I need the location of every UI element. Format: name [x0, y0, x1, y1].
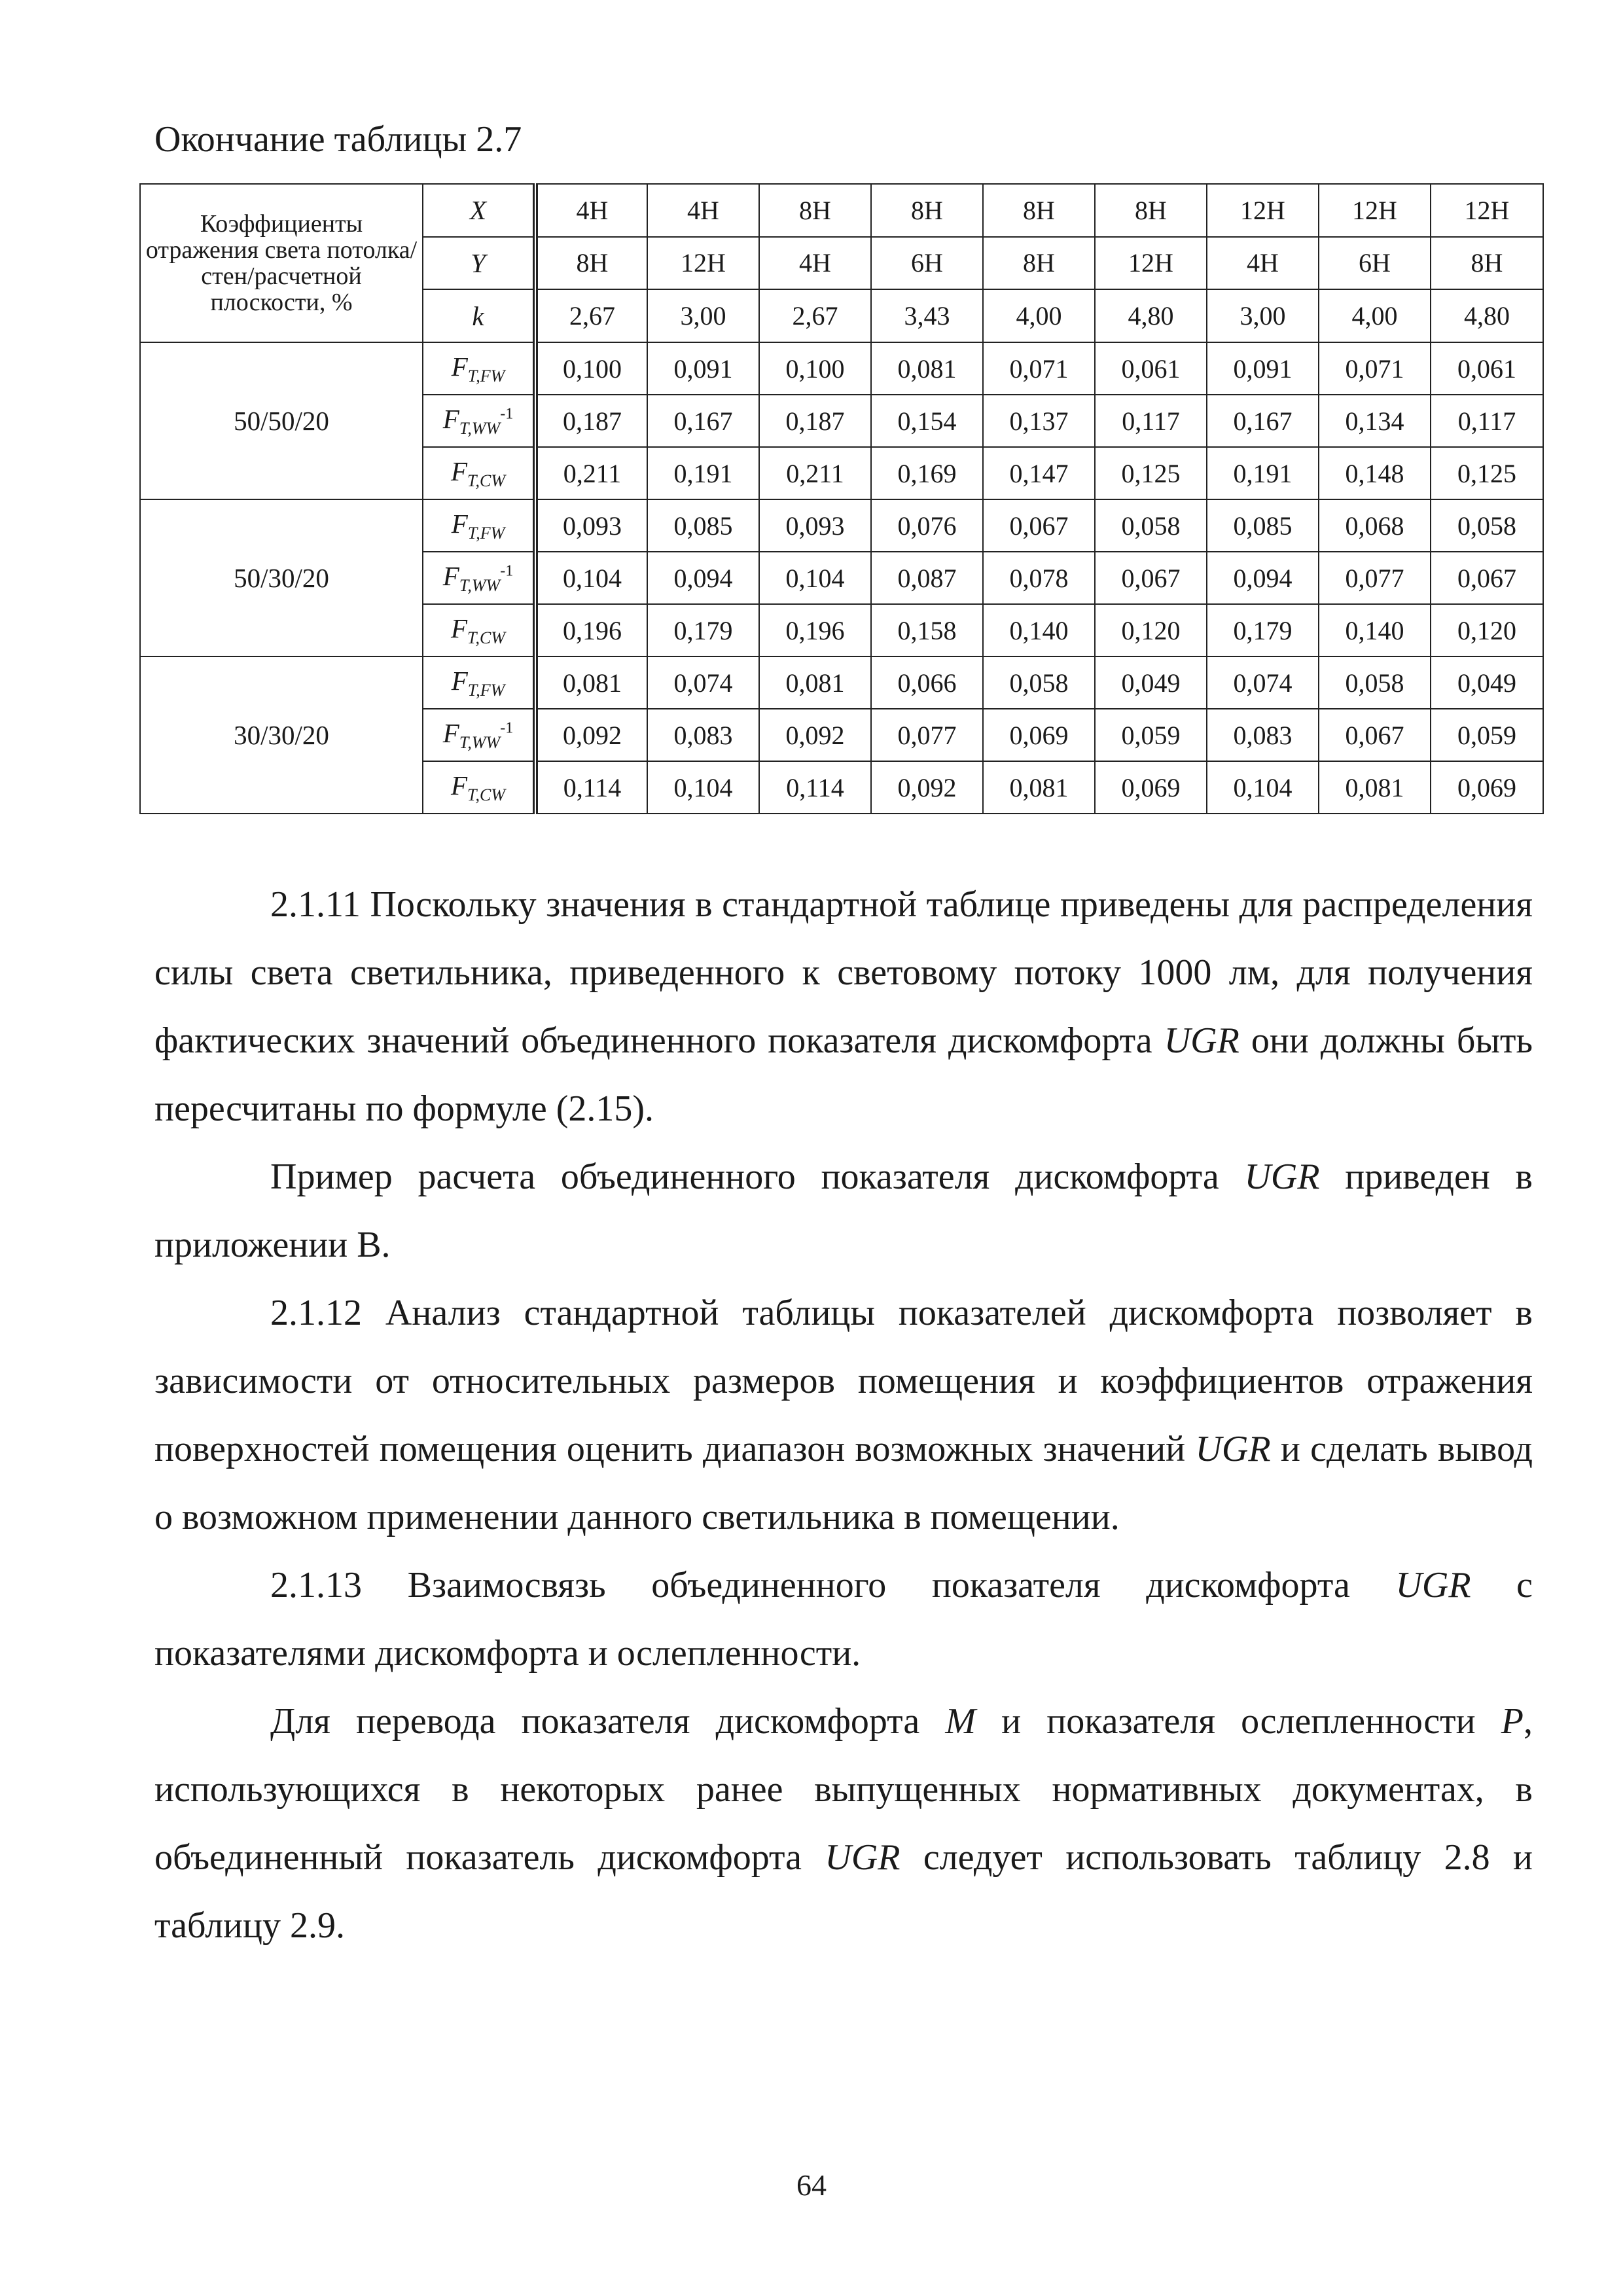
row-label-ww: $F_{T,WW}^{-1}$ — [423, 709, 535, 761]
value-cell: 0,094 — [1207, 552, 1319, 604]
header-cell: 4,80 — [1095, 289, 1207, 342]
value-cell: 0,114 — [759, 761, 871, 814]
header-row-x — [140, 184, 1543, 237]
value-cell: 0,191 — [1207, 447, 1319, 499]
value-cell: 0,117 — [1095, 395, 1207, 447]
value-cell: 0,071 — [983, 342, 1095, 395]
value-cell: 0,169 — [871, 447, 983, 499]
header-cell: 3,00 — [647, 289, 759, 342]
value-cell: 0,061 — [1095, 342, 1207, 395]
value-cell: 0,081 — [871, 342, 983, 395]
row-label-cw: $F_{T,CW}$ — [423, 604, 535, 656]
header-cell: 12H — [1207, 184, 1319, 237]
row-label-ww: $F_{T,WW}^{-1}$ — [423, 552, 535, 604]
value-cell: 0,140 — [983, 604, 1095, 656]
value-cell: 0,092 — [759, 709, 871, 761]
value-cell: 0,068 — [1319, 499, 1431, 552]
value-cell: 0,083 — [647, 709, 759, 761]
paragraph-conversion: Для перевода показателя дискомфорта M и показателя ослепленности P, использующихся в некоторых ранее выпущенных нормативных документах, в объединенный показатель дискомфорта UGR следует использовать таблицу 2.8 и таблицу 2.9. — [154, 1701, 1533, 1946]
value-cell: 0,085 — [1207, 499, 1319, 552]
value-cell: 0,049 — [1095, 656, 1207, 709]
value-cell: 0,081 — [1319, 761, 1431, 814]
value-cell: 0,058 — [1431, 499, 1543, 552]
value-cell: 0,191 — [647, 447, 759, 499]
header-cell: 12H — [1095, 237, 1207, 290]
value-cell: 0,066 — [871, 656, 983, 709]
group-label: 30/30/20 — [140, 656, 423, 814]
value-cell: 0,114 — [535, 761, 647, 814]
value-cell: 0,120 — [1431, 604, 1543, 656]
paragraph-2-1-11: 2.1.11 Поскольку значения в стандартной таблице приведены для распределения силы света светильника, приведенного к световому потоку 1000 лм, для получения фактических значений объединенного показателя дискомфорта UGR они должны быть пересчитаны по формуле (2.15). — [154, 884, 1533, 1129]
header-cell: 8H — [1431, 237, 1543, 290]
header-cell: 6H — [871, 237, 983, 290]
value-cell: 0,104 — [1207, 761, 1319, 814]
value-cell: 0,091 — [1207, 342, 1319, 395]
value-cell: 0,091 — [647, 342, 759, 395]
value-cell: 0,078 — [983, 552, 1095, 604]
value-cell: 0,117 — [1431, 395, 1543, 447]
row-label-fw: $F_{T,FW}$ — [423, 342, 535, 395]
paragraph-2-1-12: 2.1.12 Анализ стандартной таблицы показателей дискомфорта позволяет в зависимости от относительных размеров помещения и коэффициентов отражения поверхностей помещения оценить диапазон возможных значений UGR и сделать вывод о возможном применении данного светильника в помещении. — [154, 1293, 1533, 1537]
value-cell: 0,081 — [983, 761, 1095, 814]
value-cell: 0,067 — [1095, 552, 1207, 604]
value-cell: 0,059 — [1095, 709, 1207, 761]
header-cell: 4,00 — [1319, 289, 1431, 342]
group-label: 50/50/20 — [140, 342, 423, 499]
table-row — [140, 656, 1543, 709]
group-label: 50/30/20 — [140, 499, 423, 656]
value-cell: 0,058 — [1095, 499, 1207, 552]
value-cell: 0,104 — [535, 552, 647, 604]
table-row — [140, 342, 1543, 395]
header-cell: 8H — [871, 184, 983, 237]
header-cell: 8H — [983, 237, 1095, 290]
value-cell: 0,081 — [535, 656, 647, 709]
value-cell: 0,061 — [1431, 342, 1543, 395]
header-cell: 6H — [1319, 237, 1431, 290]
param-label-k: k — [423, 289, 535, 342]
value-cell: 0,083 — [1207, 709, 1319, 761]
param-label-x: X — [423, 184, 535, 237]
row-label-fw: $F_{T,FW}$ — [423, 499, 535, 552]
value-cell: 0,077 — [871, 709, 983, 761]
table-row — [140, 499, 1543, 552]
value-cell: 0,059 — [1431, 709, 1543, 761]
value-cell: 0,077 — [1319, 552, 1431, 604]
value-cell: 0,058 — [1319, 656, 1431, 709]
value-cell: 0,187 — [535, 395, 647, 447]
paragraph-example: Пример расчета объединенного показателя дискомфорта UGR приведен в приложении В. — [154, 1157, 1533, 1265]
value-cell: 0,196 — [535, 604, 647, 656]
value-cell: 0,158 — [871, 604, 983, 656]
value-cell: 0,100 — [535, 342, 647, 395]
value-cell: 0,087 — [871, 552, 983, 604]
value-cell: 0,187 — [759, 395, 871, 447]
table-caption: Окончание таблицы 2.7 — [154, 119, 522, 160]
value-cell: 0,167 — [1207, 395, 1319, 447]
header-cell: 4,00 — [983, 289, 1095, 342]
value-cell: 0,100 — [759, 342, 871, 395]
value-cell: 0,148 — [1319, 447, 1431, 499]
value-cell: 0,092 — [535, 709, 647, 761]
header-cell: 8H — [535, 237, 647, 290]
value-cell: 0,093 — [535, 499, 647, 552]
value-cell: 0,147 — [983, 447, 1095, 499]
value-cell: 0,154 — [871, 395, 983, 447]
paragraph-2-1-13: 2.1.13 Взаимосвязь объединенного показателя дискомфорта UGR с показателями дискомфорта и ослепленности. — [154, 1565, 1533, 1674]
header-cell: 3,43 — [871, 289, 983, 342]
header-cell: 8H — [1095, 184, 1207, 237]
value-cell: 0,074 — [647, 656, 759, 709]
row-label-fw: $F_{T,FW}$ — [423, 656, 535, 709]
row-label-cw: $F_{T,CW}$ — [423, 761, 535, 814]
value-cell: 0,069 — [983, 709, 1095, 761]
header-cell: 8H — [759, 184, 871, 237]
value-cell: 0,067 — [1431, 552, 1543, 604]
value-cell: 0,067 — [1319, 709, 1431, 761]
value-cell: 0,049 — [1431, 656, 1543, 709]
header-cell: 3,00 — [1207, 289, 1319, 342]
value-cell: 0,058 — [983, 656, 1095, 709]
header-cell: 2,67 — [759, 289, 871, 342]
header-cell: 4H — [759, 237, 871, 290]
header-cell: 8H — [983, 184, 1095, 237]
value-cell: 0,179 — [1207, 604, 1319, 656]
header-cell: 4H — [647, 184, 759, 237]
row-label-ww: $F_{T,WW}^{-1}$ — [423, 395, 535, 447]
value-cell: 0,081 — [759, 656, 871, 709]
value-cell: 0,092 — [871, 761, 983, 814]
value-cell: 0,074 — [1207, 656, 1319, 709]
data-table — [139, 183, 1544, 814]
value-cell: 0,120 — [1095, 604, 1207, 656]
value-cell: 0,094 — [647, 552, 759, 604]
header-cell: 4,80 — [1431, 289, 1543, 342]
value-cell: 0,125 — [1431, 447, 1543, 499]
body-text — [154, 870, 1533, 1960]
value-cell: 0,104 — [647, 761, 759, 814]
value-cell: 0,134 — [1319, 395, 1431, 447]
page-number: 64 — [796, 2168, 827, 2202]
header-cell: 12H — [1319, 184, 1431, 237]
value-cell: 0,076 — [871, 499, 983, 552]
header-cell: 12H — [1431, 184, 1543, 237]
value-cell: 0,179 — [647, 604, 759, 656]
value-cell: 0,196 — [759, 604, 871, 656]
value-cell: 0,069 — [1431, 761, 1543, 814]
value-cell: 0,093 — [759, 499, 871, 552]
value-cell: 0,069 — [1095, 761, 1207, 814]
row-label-cw: $F_{T,CW}$ — [423, 447, 535, 499]
header-cell: 2,67 — [535, 289, 647, 342]
header-cell: 12H — [647, 237, 759, 290]
header-cell: 4H — [1207, 237, 1319, 290]
value-cell: 0,071 — [1319, 342, 1431, 395]
param-label-y: Y — [423, 237, 535, 290]
header-cell: 4H — [535, 184, 647, 237]
value-cell: 0,211 — [759, 447, 871, 499]
value-cell: 0,104 — [759, 552, 871, 604]
value-cell: 0,211 — [535, 447, 647, 499]
value-cell: 0,140 — [1319, 604, 1431, 656]
value-cell: 0,085 — [647, 499, 759, 552]
value-cell: 0,125 — [1095, 447, 1207, 499]
value-cell: 0,167 — [647, 395, 759, 447]
value-cell: 0,067 — [983, 499, 1095, 552]
header-label: Коэффициенты отражения света потолка/стен/расчетной плоскости, % — [140, 184, 423, 342]
value-cell: 0,137 — [983, 395, 1095, 447]
